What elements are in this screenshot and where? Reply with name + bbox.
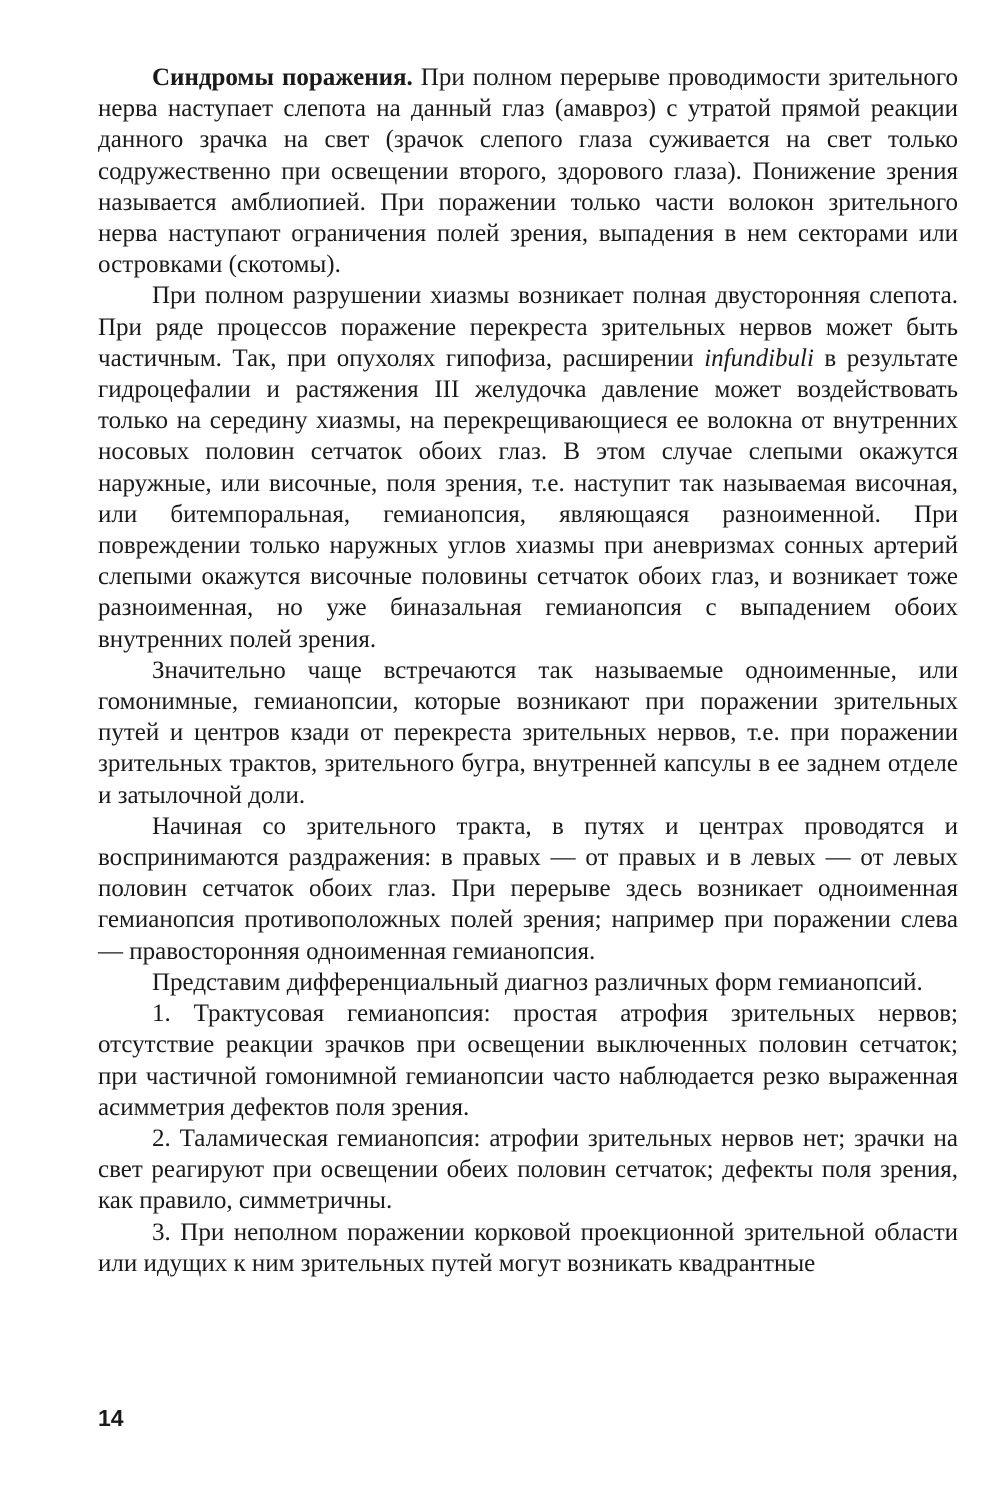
paragraph — [98, 62, 958, 280]
list-item: 2. Таламическая гемианопсия: атрофии зрительных нервов нет; зрачки на свет реагируют при освещении обеих половин сетчаток; дефекты поля зрения, как правило, симметричны. — [98, 1124, 958, 1215]
section-heading: Синдромы поражения. — [152, 64, 413, 91]
latin-term: infundibuli — [704, 344, 814, 372]
page-body — [98, 62, 958, 1279]
paragraph: Начиная со зрительного тракта, в путях и центрах проводятся и воспринимаются раздражения: в правых — от правых и в левых — от левых половин сетчаток обоих глаз. При перерыве здесь возникает одноименная гемианопсия противоположных полей зрения; например при поражении слева — правосторонняя одноименная гемианопсия. — [98, 812, 958, 965]
list-item: 1. Трактусовая гемианопсия: простая атрофия зрительных нервов; отсутствие реакции зрачков при освещении выключенных половин сетчаток; при частичной гомонимной гемианопсии часто наблюдается резко выраженная асимметрия дефектов поля зрения. — [98, 1000, 958, 1121]
paragraph: Значительно чаще встречаются так называемые одноименные, или гомонимные, гемианопсии, которые возникают при поражении зрительных путей и центров кзади от перекреста зрительных нервов, т.е. при поражении зрительных трактов, зрительного бугра, внутренней капсулы в ее заднем отделе и затылочной доли. — [98, 656, 958, 809]
list-item: 3. При неполном поражении корковой проекционной зрительной области или идущих к ним зрительных путей могут возникать квадрантные — [98, 1218, 958, 1277]
paragraph — [98, 280, 958, 654]
paragraph-text: При полном разрушении хиазмы возникает полная двусторонняя слепота. При ряде процессов поражение перекреста зрительных нервов может быть частичным. Так, при опухолях гипофиза, расширении — [98, 282, 958, 372]
paragraph: Представим дифференциальный диагноз различных форм гемианопсий. — [152, 968, 923, 996]
paragraph-text: При полном перерыве проводимости зрительного нерва наступает слепота на данный глаз (амавроз) с утратой прямой реакции данного зрачка на свет (зрачок слепого глаза суживается на свет только содружественно при освещении второго, здорового глаза). Понижение зрения называется амблиопией. При поражении только части волокон зрительного нерва наступают ограничения полей зрения, выпадения в нем секторами или островками (скотомы). — [98, 64, 958, 279]
paragraph-text: в результате гидроцефалии и растяжения III желудочка давление может воздействовать только на середину хиазмы, на перекрещивающиеся ее волокна от внутренних носовых половин сетчаток обоих глаз. В этом случае слепыми окажутся наружные, или височные, поля зрения, т.е. наступит так называемая височная, или битемпоральная, гемианопсия, являющаяся разноименной. При повреждении только наружных углов хиазмы при аневризмах сонных артерий слепыми окажутся височные половины сетчаток обоих глаз, и возникает тоже разноименная, но уже биназальная гемианопсия с выпадением обоих внутренних полей зрения. — [98, 344, 958, 653]
page-number: 14 — [98, 1405, 124, 1431]
